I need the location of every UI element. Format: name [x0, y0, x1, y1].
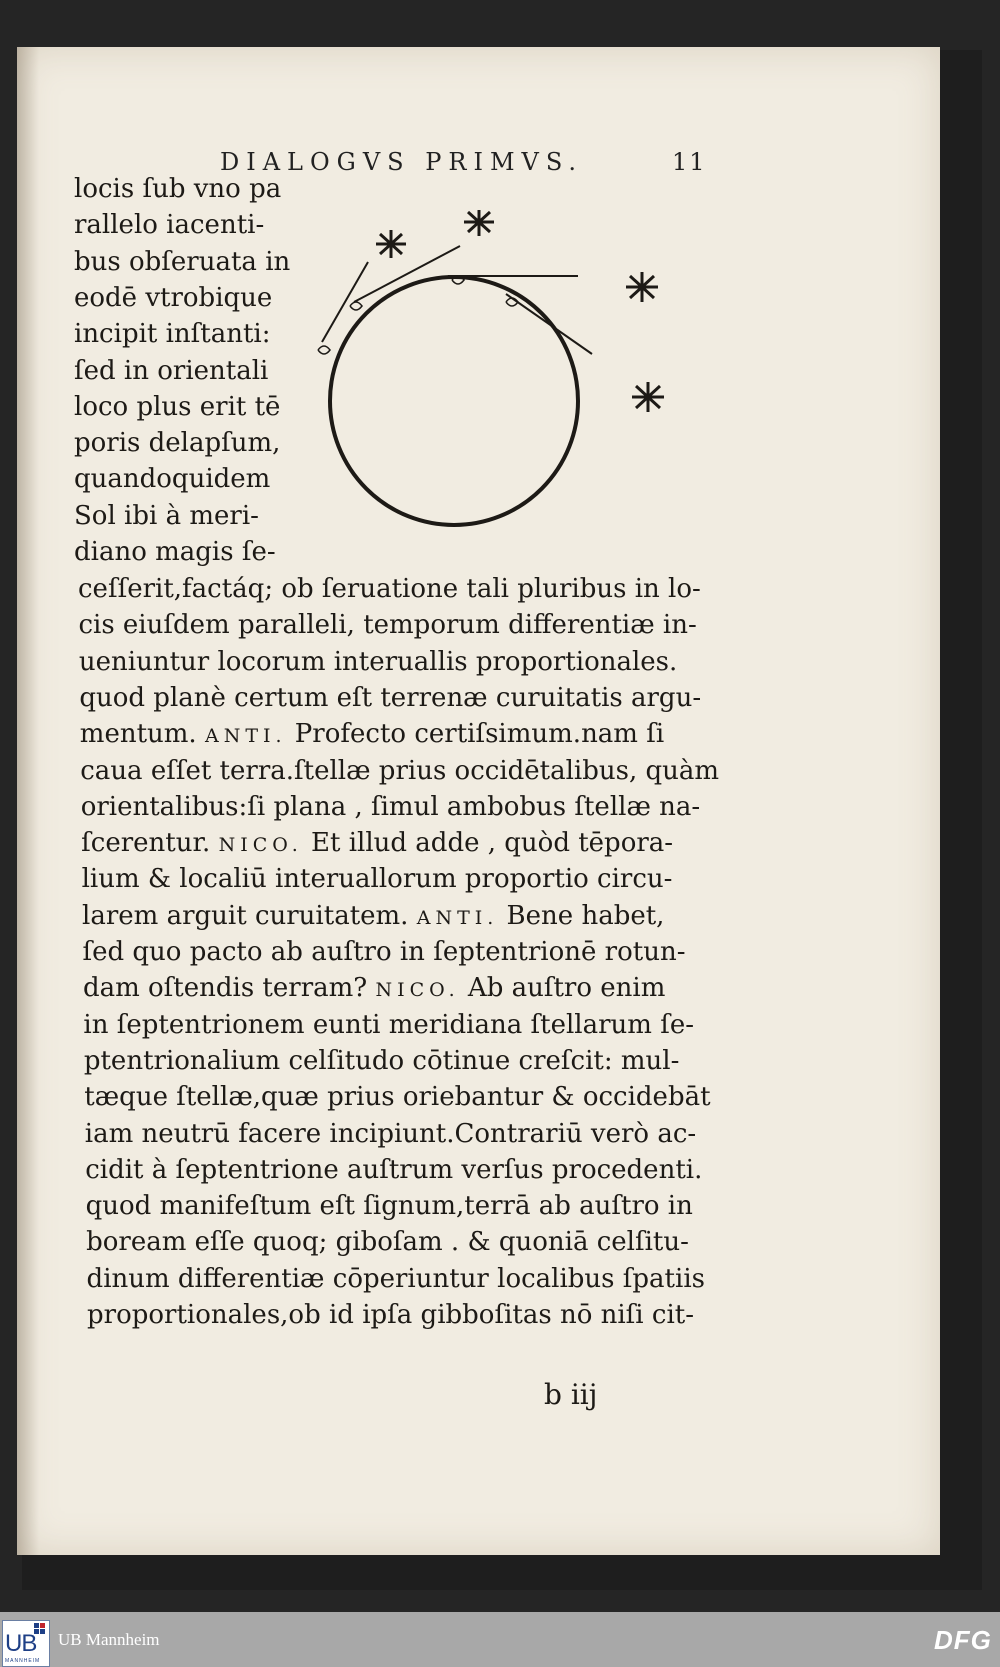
- folio-number: 11: [672, 148, 707, 176]
- text-line: [83, 937, 686, 967]
- text-segment: proportionales,ob id ipſa gibboſitas nō niſi cit-: [87, 1300, 694, 1330]
- text-segment: ſed quo pacto ab auſtro in ſeptentrionē rotun-: [82, 937, 686, 967]
- text-segment: orientalibus:ſi plana , ſimul ambobus ſtellæ na-: [80, 791, 701, 822]
- star-icon: [626, 272, 658, 302]
- text-line: [82, 901, 664, 931]
- text-line: [79, 683, 701, 713]
- text-line: [80, 756, 719, 786]
- text-line: [87, 1300, 694, 1330]
- text-line: eodē vtrobique: [74, 282, 273, 313]
- viewer-footer-bar: [0, 1612, 1000, 1667]
- text-line: [82, 864, 673, 894]
- text-line: [84, 1046, 680, 1076]
- text-line: [78, 574, 701, 604]
- text-line: ſed in orientali: [74, 355, 269, 386]
- text-line: loco plus erit tē: [74, 391, 281, 422]
- observer-marker: [318, 276, 518, 354]
- text-line: locis ſub vno pa: [74, 174, 282, 204]
- text-segment: mentum.: [79, 719, 205, 750]
- earth-curvature-diagram: [310, 210, 670, 570]
- speaker-name: ANTI.: [204, 725, 287, 748]
- text-line: [80, 719, 664, 749]
- text-segment: cidit à ſeptentrione auſtrum verſus procedenti.: [85, 1154, 703, 1185]
- text-segment: Et illud adde , quòd tēpora-: [302, 828, 674, 859]
- text-line: Sol ibi à meri-: [74, 500, 259, 531]
- text-segment: dam oſtendis terram?: [82, 973, 376, 1004]
- text-segment: Bene habet,: [498, 900, 665, 931]
- text-line: [81, 828, 673, 858]
- text-segment: dinum differentiæ cōperiuntur localibus ſpatiis: [86, 1263, 705, 1294]
- text-segment: ueniuntur locorum interuallis proportionales.: [78, 646, 678, 677]
- text-line: [79, 647, 677, 677]
- star-icon: [464, 210, 494, 236]
- text-line: [78, 610, 696, 640]
- text-segment: Ab auſtro enim: [459, 973, 666, 1004]
- text-segment: tæque ſtellæ,quæ prius oriebantur & occidebāt: [84, 1082, 711, 1113]
- text-segment: ſcerentur.: [81, 828, 219, 859]
- earth-circle: [330, 277, 578, 525]
- text-segment: quod planè certum eſt terrenæ curuitatis argu-: [79, 682, 702, 713]
- text-line: [86, 1227, 689, 1257]
- text-segment: cis eiuſdem paralleli, temporum differentiæ in-: [78, 610, 697, 641]
- text-segment: lium & localiū interuallorum proportio circu-: [81, 864, 673, 895]
- text-line: [83, 973, 665, 1003]
- sight-line-1: [322, 262, 368, 342]
- text-segment: Profecto certiſsimum.nam ſi: [286, 719, 665, 750]
- star-icon: [376, 230, 406, 258]
- speaker-name: ANTI.: [416, 906, 499, 929]
- text-line: incipit inſtanti:: [74, 319, 271, 350]
- signature-mark: b iij: [544, 1378, 598, 1411]
- dfg-logo[interactable]: DFG: [934, 1625, 992, 1655]
- text-line: [81, 792, 701, 822]
- text-segment: ceſſerit,factáq; ob ſeruatione tali pluribus in lo-: [78, 574, 701, 604]
- text-line: rallelo iacenti-: [74, 210, 265, 241]
- text-line: [83, 1010, 694, 1040]
- text-segment: in ſeptentrionem eunti meridiana ſtellarum ſe-: [83, 1009, 694, 1040]
- sight-line-2: [354, 246, 460, 302]
- text-line: [85, 1119, 696, 1149]
- text-segment: caua eſſet terra.ſtellæ prius occidētalibus, quàm: [80, 755, 720, 786]
- text-line: diano magis ſe-: [74, 537, 276, 567]
- library-name[interactable]: UB Mannheim: [58, 1630, 160, 1649]
- text-segment: quod manifeſtum eſt ſignum,terrā ab auſtro in: [85, 1191, 693, 1222]
- text-line: [87, 1264, 705, 1294]
- text-segment: ptentrionalium celſitudo cōtinue creſcit: mul-: [83, 1045, 680, 1076]
- speaker-name: NICO.: [218, 834, 303, 857]
- text-line: poris delapſum,: [74, 428, 281, 459]
- running-head: DIALOGVS PRIMVS.: [220, 148, 584, 176]
- text-line: [86, 1191, 693, 1221]
- logo-text: UB: [5, 1630, 37, 1657]
- text-segment: larem arguit curuitatem.: [82, 900, 417, 931]
- text-line: bus obſeruata in: [74, 246, 291, 277]
- text-line: quandoquidem: [74, 464, 271, 495]
- ub-mannheim-logo[interactable]: [2, 1620, 50, 1667]
- sight-line-4: [506, 294, 592, 354]
- logo-subtext: MANNHEIM: [5, 1658, 41, 1664]
- star-icon: [632, 382, 664, 412]
- speaker-name: NICO.: [375, 979, 460, 1002]
- text-segment: boream eſſe quoq; giboſam . & quoniā celſitu-: [86, 1227, 689, 1258]
- text-line: [84, 1082, 710, 1112]
- text-segment: iam neutrū facere incipiunt.Contrariū verò ac-: [84, 1118, 697, 1149]
- gutter-shadow: [17, 47, 39, 1555]
- text-line: [85, 1155, 702, 1185]
